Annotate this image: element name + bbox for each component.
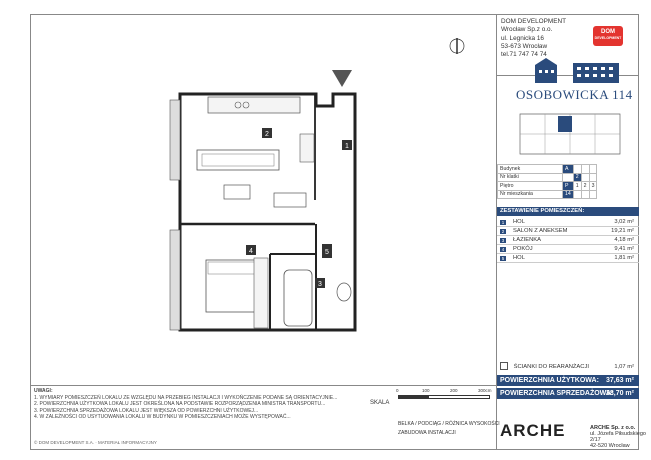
room-num: 3 bbox=[501, 237, 505, 243]
room-row bbox=[497, 236, 639, 245]
key-plan bbox=[500, 108, 636, 160]
arche-logo: ARCHE bbox=[500, 421, 566, 440]
apt-label: Nr mieszkania bbox=[498, 190, 563, 199]
sales-area-row bbox=[497, 388, 639, 399]
floor-plan bbox=[150, 30, 400, 340]
room-num: 2 bbox=[501, 228, 505, 234]
developer-company: Wrocław Sp.z o.o. bbox=[501, 26, 553, 34]
stair-value: 2 bbox=[573, 173, 581, 182]
note-line: 2. POWIERZCHNIA UŻYTKOWA LOKALU JEST OKREŚLONA NA PODSTAWIE ROZPORZĄDZENIA MINISTRA TRANSPORTU... bbox=[34, 401, 326, 407]
notes-title: UWAGI: bbox=[34, 388, 53, 394]
arche-address bbox=[590, 425, 651, 449]
reno-area: 1,07 m² bbox=[614, 364, 634, 370]
sales-value: 38,70 m² bbox=[605, 390, 634, 397]
usable-value: 37,63 m² bbox=[605, 377, 634, 384]
floor-label: Piętro bbox=[498, 182, 563, 191]
room-marker-4 bbox=[246, 245, 256, 255]
dom-logo-text: DOM bbox=[601, 29, 615, 35]
room-name: POKÓJ bbox=[513, 246, 533, 252]
scale-tick: 300cm bbox=[478, 388, 492, 393]
room-name: HOL bbox=[513, 255, 525, 261]
svg-text:1: 1 bbox=[345, 143, 349, 150]
room-row bbox=[497, 218, 639, 227]
usable-label: POWIERZCHNIA UŻYTKOWA: bbox=[500, 377, 599, 384]
room-marker-1 bbox=[342, 140, 352, 150]
scale-ruler bbox=[398, 395, 490, 399]
building-value: A bbox=[563, 165, 574, 174]
info-row-apartment bbox=[498, 190, 597, 199]
svg-text:4: 4 bbox=[249, 248, 253, 255]
apartment-info-table bbox=[497, 164, 597, 199]
legend-item bbox=[398, 429, 500, 438]
legend-item bbox=[398, 420, 500, 429]
room-row bbox=[497, 245, 639, 254]
north-compass-icon bbox=[447, 36, 467, 56]
note-line: 3. POWIERZCHNIA SPRZEDAŻOWA LOKALU JEST WIĘKSZA OD POWIERZCHNI UŻYTKOWEJ... bbox=[34, 407, 259, 414]
room-marker-2 bbox=[262, 128, 272, 138]
usable-area-row bbox=[497, 375, 639, 386]
building-label: Budynek bbox=[498, 165, 563, 174]
reno-label: ŚCIANKI DO REARANŻACJI bbox=[513, 364, 589, 370]
legend-label: BELKA / PODCIĄG / RÓŻNICA WYSOKOŚCI bbox=[398, 421, 500, 427]
svg-text:5: 5 bbox=[325, 249, 329, 256]
project-name: OSOBOWICKA 114 bbox=[516, 87, 633, 102]
arche-street: ul. Józefa Piłsudskiego 2/17 bbox=[590, 431, 646, 443]
developer-city: 53-673 Wrocław bbox=[501, 42, 548, 50]
sales-label: POWIERZCHNIA SPRZEDAŻOWA: bbox=[500, 390, 614, 397]
room-name: HOL bbox=[513, 219, 525, 225]
scale-tick: 200 bbox=[450, 388, 458, 393]
room-area: 19,21 m² bbox=[611, 228, 634, 234]
scale-label: SKALA bbox=[370, 400, 390, 406]
room-name: ŁAZIENKA bbox=[513, 237, 542, 243]
arche-city: 42-520 Wrocław bbox=[590, 443, 630, 449]
room-row bbox=[497, 227, 639, 236]
floor-p: P bbox=[563, 182, 574, 191]
floor-2: 2 bbox=[581, 182, 589, 191]
room-marker-5 bbox=[322, 244, 332, 258]
note-line: 4. W ZALEŻNOŚCI OD USYTUOWANIA LOKALU W BUDYNKU W POMIESZCZENIACH MOŻE WYSTĘPOWAĆ... bbox=[34, 414, 291, 420]
legend bbox=[398, 420, 500, 438]
room-area: 9,41 m² bbox=[614, 246, 634, 252]
developer-info bbox=[501, 18, 566, 59]
building-illustration bbox=[533, 57, 623, 85]
room-area: 4,18 m² bbox=[614, 237, 634, 243]
scale-tick: 0 bbox=[396, 388, 399, 393]
svg-text:2: 2 bbox=[265, 131, 269, 138]
info-row-floor bbox=[498, 182, 597, 191]
room-area: 1,81 m² bbox=[614, 255, 634, 261]
info-row-stair bbox=[498, 173, 597, 182]
room-num: 5 bbox=[501, 255, 505, 261]
room-name: SALON Z ANEKSEM bbox=[513, 228, 568, 234]
dom-logo bbox=[593, 26, 623, 46]
legend-label: ZABUDOWA INSTALACJI bbox=[398, 430, 456, 436]
arche-company: ARCHE Sp. z o.o. bbox=[590, 425, 636, 431]
stair-label: Nr klatki bbox=[498, 173, 563, 182]
note-line: 1. WYMIARY POMIESZCZEŃ LOKALU ZE WZGLĘDU NA PRZEBIEG INSTALACJI I WYKOŃCZENIE PODANE SĄ ORIENTACYJNIE... bbox=[34, 394, 338, 401]
developer-phone: tel.71 747 74 74 bbox=[501, 51, 547, 59]
room-marker-3 bbox=[315, 278, 325, 288]
developer-name: DOM DEVELOPMENT bbox=[501, 18, 566, 25]
entrance-arrow-icon bbox=[332, 70, 352, 87]
scale-bar bbox=[370, 388, 492, 406]
rooms-title: ZESTAWIENIE POMIESZCZEŃ: bbox=[497, 207, 639, 216]
room-num: 1 bbox=[501, 219, 505, 225]
info-row-building bbox=[498, 165, 597, 174]
footer-note: © DOM DEVELOPMENT S.A. · MATERIAŁ INFORMACYJNY bbox=[34, 440, 157, 445]
developer-street: ul. Legnicka 16 bbox=[501, 34, 544, 42]
room-area: 3,02 m² bbox=[614, 219, 634, 225]
floor-3: 3 bbox=[589, 182, 597, 191]
dom-logo-sub: DEVELOPMENT bbox=[594, 36, 622, 40]
notes-block bbox=[34, 388, 364, 421]
scale-tick: 100 bbox=[422, 388, 430, 393]
room-row bbox=[497, 254, 639, 263]
floor-1: 1 bbox=[573, 182, 581, 191]
apt-value: 14 bbox=[563, 190, 574, 199]
hatch-icon bbox=[500, 362, 508, 370]
room-num: 4 bbox=[501, 246, 505, 252]
renovation-walls-row bbox=[497, 362, 639, 372]
svg-text:3: 3 bbox=[318, 281, 322, 288]
divider-bottom bbox=[30, 385, 496, 386]
